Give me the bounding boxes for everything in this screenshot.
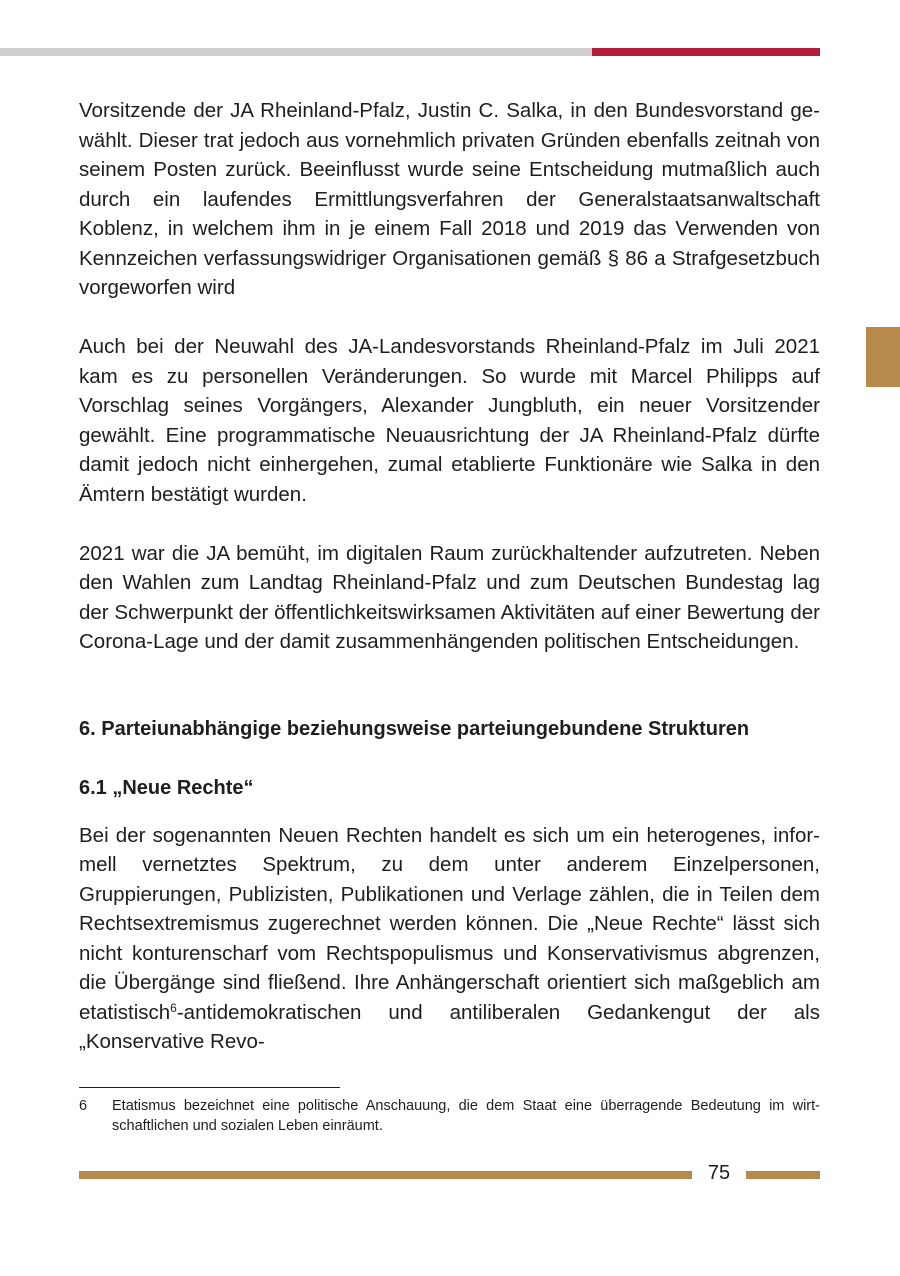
chapter-thumb-tab bbox=[866, 327, 900, 387]
subsection-heading: 6.1 „Neue Rechte“ bbox=[79, 776, 254, 799]
footnote-reference[interactable]: 6 bbox=[170, 1000, 177, 1015]
body-paragraph-4 bbox=[79, 821, 820, 1057]
body-paragraph-4-text-a: Bei der sogenannten Neuen Rechten handelt es sich um ein heterogenes, informell vernetztes Spektrum, zu dem unter anderem Einzelpersonen, Gruppierungen, Publizisten, Publikationen und Verlage zählen, die in Teilen dem Rechtsextremismus zugerechnet werden können. Die „Neue Rechte“ lässt sich nicht konturenscharf vom Rechtspopulismus und Konservativismus abgrenzen, die Übergänge sind fließend. Ihre Anhängerschaft orientiert sich maßgeblich am etatistisch bbox=[79, 823, 820, 1024]
section-heading: 6. Parteiunabhängige beziehungsweise parteiungebundene Strukturen bbox=[79, 717, 750, 740]
footnote bbox=[79, 1096, 820, 1136]
body-paragraph-2: Auch bei der Neuwahl des JA-Landesvorstands Rheinland-Pfalz im Juli 2021 kam es zu personellen Veränderungen. So wurde mit Marcel Philipps auf Vorschlag seines Vorgängers, Alexander Jungbluth, ein neuer Vorsitzender gewählt. Eine programmatische Neuausrichtung der JA Rheinland-Pfalz dürfte damit jedoch nicht einhergehen, zumal etablierte Funktionäre wie Salka in den Ämtern bestätigt wurden. bbox=[79, 335, 820, 506]
footnote-separator bbox=[79, 1087, 340, 1088]
footnote-text: Etatismus bezeichnet eine politische Anschauung, die dem Staat eine überragende Bedeutung im wirtschaftlichen und sozialen Leben einräumt. bbox=[112, 1098, 820, 1134]
body-paragraph-1: Vorsitzende der JA Rheinland-Pfalz, Justin C. Salka, in den Bundesvorstand gewählt. Dieser trat jedoch aus vornehmlich privaten Gründen ebenfalls zeitnah von seinem Posten zurück. Beeinflusst wurde seine Entscheidung mutmaßlich auch durch ein laufendes Ermittlungsverfahren der Generalstaatsanwaltschaft Koblenz, in welchem ihm in je einem Fall 2018 und 2019 das Verwenden von Kennzeichen verfassungswidriger Organisationen gemäß § 86 a Strafgesetzbuch vorgeworfen wird bbox=[79, 99, 820, 299]
footer-rule-right bbox=[746, 1171, 820, 1179]
header-rule-grey bbox=[0, 48, 592, 56]
body-paragraph-3: 2021 war die JA bemüht, im digitalen Raum zurückhaltender aufzutreten. Neben den Wahlen zum Landtag Rheinland-Pfalz und zum Deutschen Bundestag lag der Schwerpunkt der öffentlichkeitswirksamen Aktivitäten auf einer Bewertung der Corona-Lage und der damit zusammenhängenden politischen Entscheidungen. bbox=[79, 541, 820, 653]
body-paragraph-4-text-b: -antidemokratischen und antiliberalen Gedankengut der als „Konservative Revo- bbox=[79, 1000, 820, 1053]
page-body bbox=[79, 96, 820, 1057]
footer-rule-left bbox=[79, 1171, 692, 1179]
footnote-number: 6 bbox=[79, 1098, 88, 1114]
header-rule-red bbox=[592, 48, 820, 56]
page-number: 75 bbox=[707, 1162, 731, 1184]
